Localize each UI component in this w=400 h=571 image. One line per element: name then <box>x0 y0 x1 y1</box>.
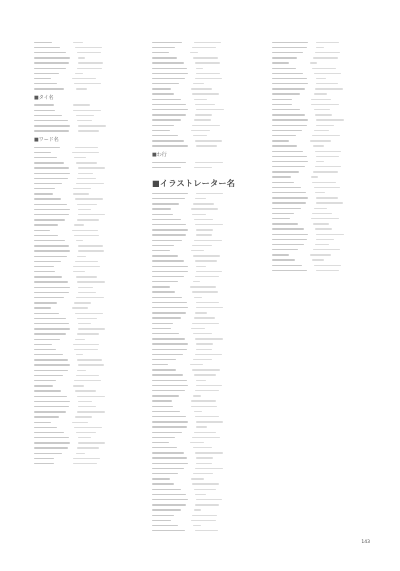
section-heading: ■タイ名 <box>34 94 54 101</box>
index-entry-placeholder <box>152 165 252 170</box>
section-heading: ■ワード名 <box>34 137 59 143</box>
index-entry-placeholder <box>34 461 132 466</box>
index-column-2 <box>152 40 252 534</box>
index-entry-placeholder <box>34 87 132 92</box>
section-heading-illustrators: ■イラストレーター名 <box>152 178 236 189</box>
index-column-1 <box>34 40 132 467</box>
index-entry-placeholder <box>272 268 372 273</box>
index-entry-placeholder <box>152 144 252 149</box>
section-heading: ■わ行 <box>152 151 167 158</box>
index-column-3 <box>272 40 372 273</box>
index-entry-placeholder <box>34 129 132 134</box>
index-entry-placeholder <box>152 529 252 534</box>
page-number: 143 <box>361 540 370 545</box>
